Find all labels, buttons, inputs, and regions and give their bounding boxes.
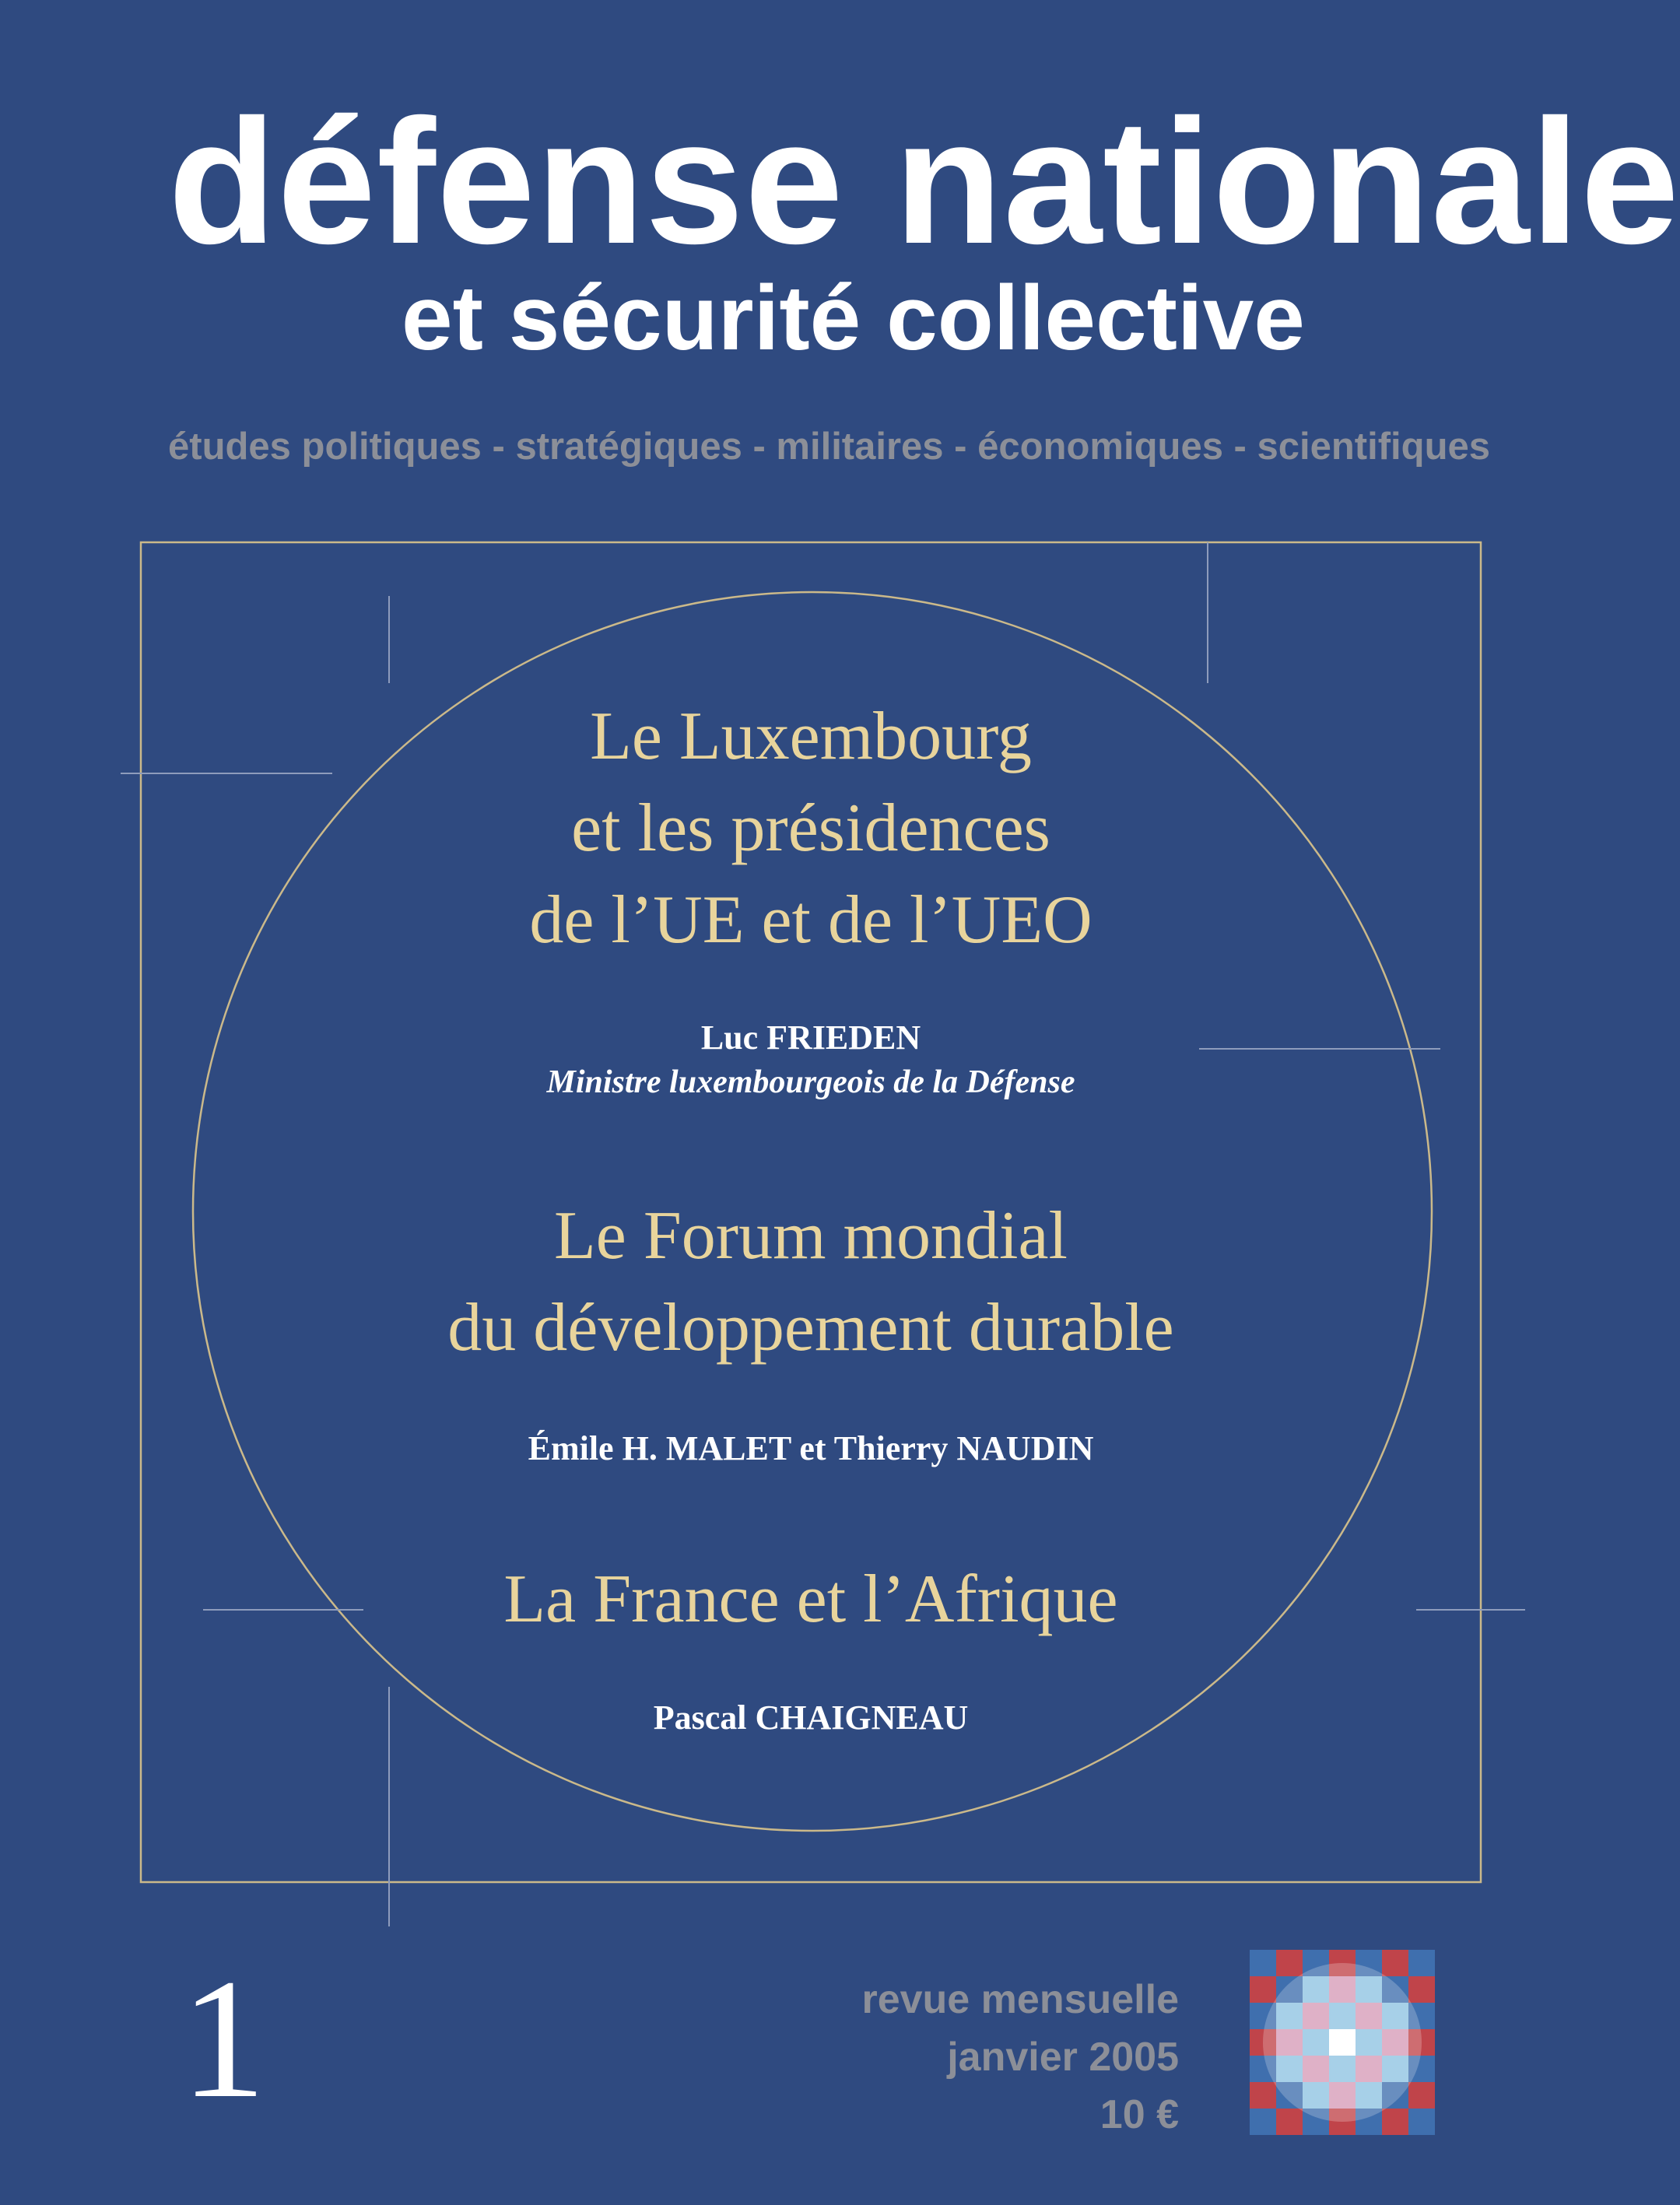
logo-circle	[1263, 1963, 1422, 2122]
publisher-logo-icon	[1250, 1950, 1435, 2135]
issue-price: 10 €	[1100, 2092, 1179, 2137]
article-title-line: La France et l’Afrique	[503, 1562, 1118, 1637]
logo-tile	[1250, 2082, 1276, 2109]
article-author: Pascal CHAIGNEAU	[653, 1698, 969, 1737]
logo-tile	[1408, 2082, 1435, 2109]
magazine-subtitle: et sécurité collective	[402, 267, 1305, 370]
logo-tile	[1276, 2109, 1303, 2135]
magazine-tagline: études politiques - stratégiques - militaires - économiques - scientifiques	[168, 426, 1491, 468]
logo-tile	[1382, 2109, 1408, 2135]
article-author: Luc FRIEDEN	[700, 1018, 921, 1057]
logo-tile	[1276, 1950, 1303, 1976]
logo-tile	[1408, 1976, 1435, 2003]
logo-tile	[1250, 1976, 1276, 2003]
article-title-line: du développement durable	[447, 1290, 1174, 1365]
article-title-line: et les présidences	[571, 791, 1050, 866]
logo-tile	[1250, 1950, 1276, 1976]
article-author-role: Ministre luxembourgeois de la Défense	[546, 1064, 1075, 1100]
article-title-line: de l’UE et de l’UEO	[529, 882, 1093, 958]
logo-tile	[1250, 2109, 1276, 2135]
issue-number: 1	[181, 1944, 266, 2133]
logo-tile	[1408, 2109, 1435, 2135]
logo-tile	[1408, 1950, 1435, 1976]
logo-tile	[1382, 1950, 1408, 1976]
issue-date: janvier 2005	[947, 2035, 1179, 2080]
article-title-line: Le Forum mondial	[554, 1198, 1068, 1274]
issue-frequency: revue mensuelle	[861, 1977, 1179, 2022]
article-author: Émile H. MALET et Thierry NAUDIN	[528, 1429, 1094, 1467]
article-title-line: Le Luxembourg	[590, 699, 1032, 774]
magazine-title: défense nationale	[168, 83, 1680, 281]
